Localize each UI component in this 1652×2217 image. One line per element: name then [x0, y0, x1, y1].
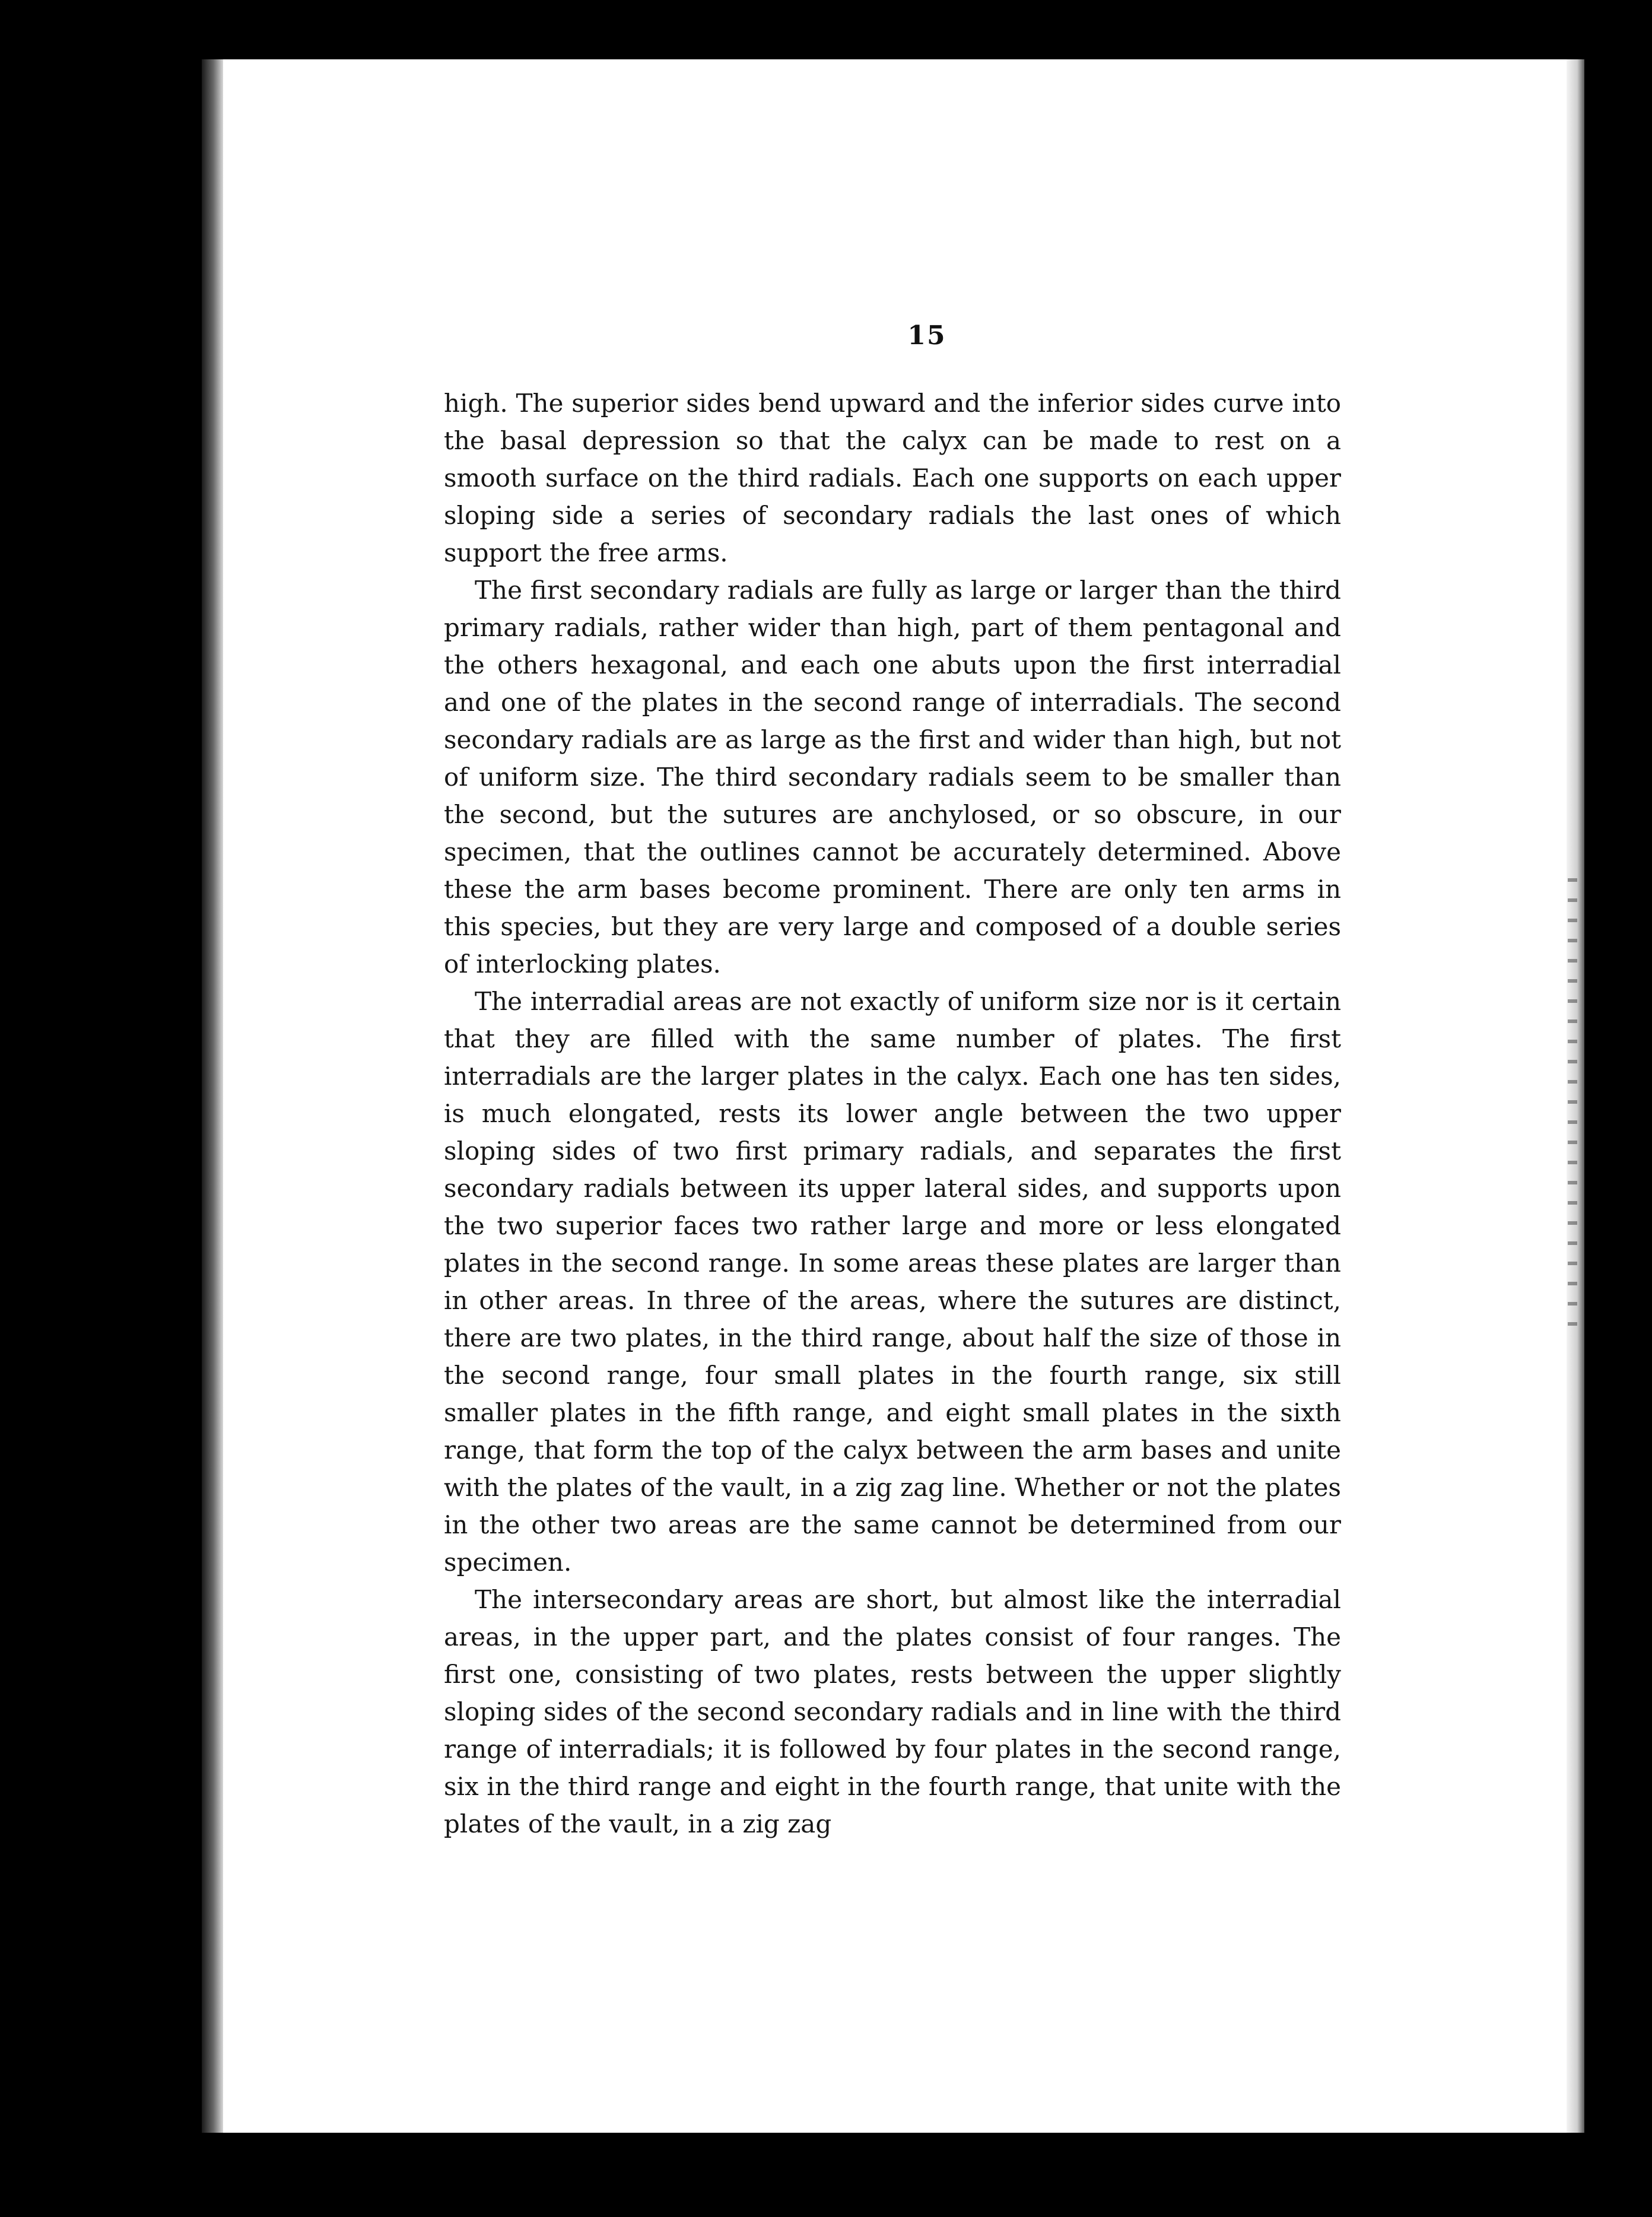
paragraph-1: high. The superior sides bend upward and the inferior sides curve into the basal depression so that the calyx can be made to rest on a smooth surface on the third radials. Each one supports on each upper sloping side a series of secondary radials the last ones of which support the free arms.: [444, 389, 1341, 567]
paragraph-2: The first secondary radials are fully as large or larger than the third primary radials, rather wider than high, part of them pentagonal and the others hexagonal, and each one abuts upon the first interradial and one of the plates in the second range of interradials. The second secondary radials are as large as the first and wider than high, but not of uniform size. The third secondary radials seem to be smaller than the second, but the sutures are anchylosed, or so obscure, in our specimen, that the outlines cannot be accurately determined. Above these the arm bases become prominent. There are only ten arms in this species, but they are very large and composed of a double series of interlocking plates.: [444, 576, 1341, 979]
paragraph-3: The interradial areas are not exactly of uniform size nor is it certain that they are filled with the same number of plates. The first interradials are the larger plates in the calyx. Each one has ten sides, is much elongated, rests its lower angle between the two upper sloping sides of two first primary radials, and separates the first secondary radials between its upper lateral sides, and supports upon the two superior faces two rather large and more or less elongated plates in the second range. In some areas these plates are larger than in other areas. In three of the areas, where the sutures are distinct, there are two plates, in the third range, about half the size of those in the second range, four small plates in the fourth range, six still smaller plates in the fifth range, and eight small plates in the sixth range, that form the top of the calyx between the arm bases and unite with the plates of the vault, in a zig zag line. Whether or not the plates in the other two areas are the same cannot be determined from our specimen.: [444, 987, 1341, 1577]
binding-shadow: [202, 59, 223, 2133]
paragraph-4: The intersecondary areas are short, but almost like the interradial areas, in the upper part, and the plates consist of four ranges. The first one, consisting of two plates, rests between the upper slightly sloping sides of the second secondary radials and in line with the third range of interradials; it is followed by four plates in the second range, six in the third range and eight in the fourth range, that unite with the plates of the vault, in a zig zag: [444, 1585, 1341, 1838]
page-number: 15: [907, 320, 946, 351]
body-text: [444, 385, 1341, 1843]
margin-marks: [1568, 878, 1577, 1341]
